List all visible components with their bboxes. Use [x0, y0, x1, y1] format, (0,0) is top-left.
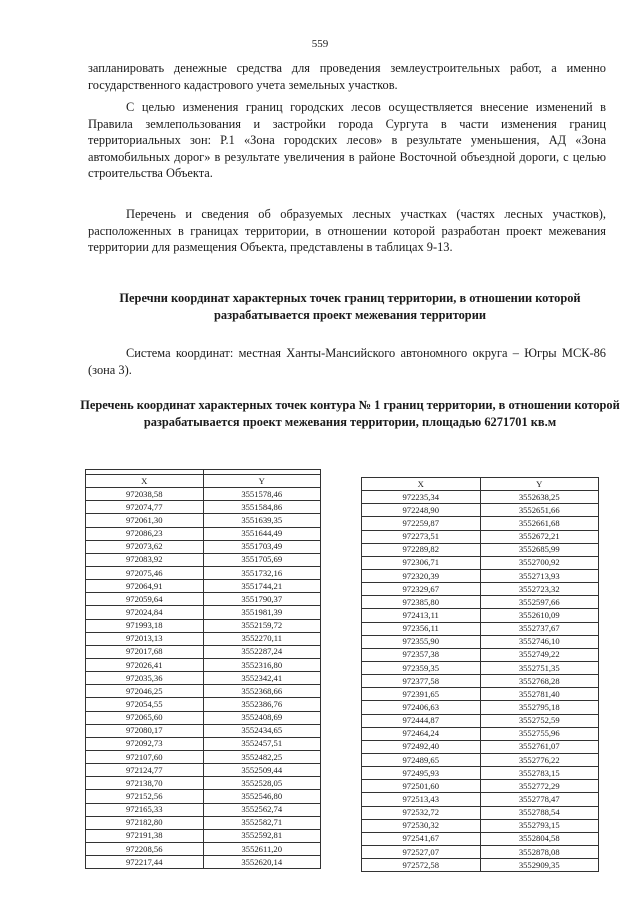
table-row: [362, 727, 599, 740]
cell-x: 972217,44: [86, 856, 204, 869]
cell-x: 972530,32: [362, 819, 481, 832]
cell-x: 972572,58: [362, 859, 481, 872]
cell-y: 3552723,32: [480, 583, 599, 596]
table-row: [86, 856, 321, 869]
cell-y: 3552620,14: [203, 856, 321, 869]
table-row: [86, 658, 321, 671]
table-row: [86, 829, 321, 842]
cell-x: 972259,87: [362, 517, 481, 530]
table-row: [86, 540, 321, 553]
cell-y: 3552737,67: [480, 622, 599, 635]
cell-x: 972165,33: [86, 803, 204, 816]
table-row: [362, 780, 599, 793]
cell-x: 972086,23: [86, 527, 204, 540]
table-row: [86, 711, 321, 724]
cell-y: 3552546,80: [203, 790, 321, 803]
cell-y: 3552752,59: [480, 714, 599, 727]
cell-x: 972273,51: [362, 530, 481, 543]
table-row: [86, 816, 321, 829]
table-row: [86, 764, 321, 777]
column-header-y: Y: [480, 478, 599, 491]
cell-y: 3552781,40: [480, 688, 599, 701]
cell-x: 972059,64: [86, 593, 204, 606]
table-row: [362, 767, 599, 780]
cell-y: 3551639,35: [203, 514, 321, 527]
table-row: [86, 750, 321, 763]
cell-x: 972208,56: [86, 842, 204, 855]
cell-y: 3552795,18: [480, 701, 599, 714]
cell-y: 3552772,29: [480, 780, 599, 793]
cell-x: 972320,39: [362, 569, 481, 582]
cell-y: 3552562,74: [203, 803, 321, 816]
table-row: [362, 793, 599, 806]
cell-y: 3552700,92: [480, 556, 599, 569]
table-row: [86, 580, 321, 593]
heading-coordinate-lists: Перечни координат характерных точек границ территории, в отношении которой разрабатывается проект межевания территории: [119, 291, 581, 322]
cell-y: 3551703,49: [203, 540, 321, 553]
column-header-x: X: [86, 475, 204, 488]
cell-y: 3552368,66: [203, 685, 321, 698]
cell-x: 972124,77: [86, 764, 204, 777]
cell-y: 3552509,44: [203, 764, 321, 777]
table-row: [86, 698, 321, 711]
cell-x: 972074,77: [86, 501, 204, 514]
table-row: [362, 701, 599, 714]
cell-y: 3552776,22: [480, 753, 599, 766]
cell-y: 3551744,21: [203, 580, 321, 593]
table-row: [86, 566, 321, 579]
cell-y: 3552270,11: [203, 632, 321, 645]
cell-y: 3552592,81: [203, 829, 321, 842]
cell-y: 3552611,20: [203, 842, 321, 855]
cell-y: 3552672,21: [480, 530, 599, 543]
cell-y: 3552434,65: [203, 724, 321, 737]
cell-x: 972501,60: [362, 780, 481, 793]
table-row: [86, 790, 321, 803]
table-row: [362, 688, 599, 701]
table-row: [362, 859, 599, 872]
table-row: [362, 806, 599, 819]
table-row: [362, 661, 599, 674]
cell-x: 972080,17: [86, 724, 204, 737]
cell-x: 972248,90: [362, 504, 481, 517]
cell-y: 3552909,35: [480, 859, 599, 872]
table-row: [86, 737, 321, 750]
cell-x: 972464,24: [362, 727, 481, 740]
cell-y: 3552316,80: [203, 658, 321, 671]
coordinate-system-note: Система координат: местная Ханты-Мансийского автономного округа – Югры МСК-86 (зона 3).: [88, 346, 606, 377]
cell-y: 3552661,68: [480, 517, 599, 530]
table-row: [86, 593, 321, 606]
table-row: [362, 819, 599, 832]
cell-x: 972152,56: [86, 790, 204, 803]
cell-x: 972054,55: [86, 698, 204, 711]
cell-x: 972513,43: [362, 793, 481, 806]
cell-y: 3551705,69: [203, 553, 321, 566]
cell-y: 3552582,71: [203, 816, 321, 829]
table-row: [362, 583, 599, 596]
cell-y: 3552751,35: [480, 661, 599, 674]
table-row: [362, 740, 599, 753]
table-row: [362, 569, 599, 582]
table-row: [362, 491, 599, 504]
cell-x: 972107,60: [86, 750, 204, 763]
table-row: [86, 803, 321, 816]
table-row: [86, 632, 321, 645]
cell-x: 972329,67: [362, 583, 481, 596]
cell-y: 3552685,99: [480, 543, 599, 556]
table-row: [86, 685, 321, 698]
cell-y: 3552778,47: [480, 793, 599, 806]
cell-x: 972306,71: [362, 556, 481, 569]
cell-y: 3552528,05: [203, 777, 321, 790]
cell-y: 3552768,28: [480, 675, 599, 688]
cell-x: 972289,82: [362, 543, 481, 556]
column-header-y: Y: [203, 475, 321, 488]
cell-y: 3551790,37: [203, 593, 321, 606]
cell-y: 3552749,22: [480, 648, 599, 661]
table-row: [86, 724, 321, 737]
cell-x: 972391,65: [362, 688, 481, 701]
cell-x: 972065,60: [86, 711, 204, 724]
cell-y: 3552878,08: [480, 845, 599, 858]
table-row: [362, 609, 599, 622]
table-row: [86, 619, 321, 632]
cell-y: 3552761,07: [480, 740, 599, 753]
cell-x: 972406,63: [362, 701, 481, 714]
cell-x: 972541,67: [362, 832, 481, 845]
table-row: [362, 714, 599, 727]
cell-y: 3551644,49: [203, 527, 321, 540]
paragraph-funding: запланировать денежные средства для проведения землеустроительных работ, а именно государственного кадастрового учета земельных участков.: [88, 61, 606, 92]
cell-y: 3551578,46: [203, 488, 321, 501]
table-row: [86, 514, 321, 527]
cell-y: 3551732,16: [203, 566, 321, 579]
cell-x: 972235,34: [362, 491, 481, 504]
table-row: [86, 645, 321, 658]
cell-x: 972035,36: [86, 672, 204, 685]
cell-x: 972495,93: [362, 767, 481, 780]
cell-y: 3552638,25: [480, 491, 599, 504]
cell-y: 3552457,51: [203, 737, 321, 750]
heading-contour-1: Перечень координат характерных точек контура № 1 границ территории, в отношении которой разрабатывается проект межевания территории, площадью 6271701 кв.м: [80, 398, 620, 429]
cell-y: 3552482,25: [203, 750, 321, 763]
coordinates-table-left: [85, 469, 321, 869]
cell-y: 3552651,66: [480, 504, 599, 517]
cell-y: 3552788,54: [480, 806, 599, 819]
cell-x: 972532,72: [362, 806, 481, 819]
table-row: [86, 672, 321, 685]
table-row: [362, 517, 599, 530]
cell-x: 972073,62: [86, 540, 204, 553]
table-row: [86, 777, 321, 790]
cell-y: 3552386,76: [203, 698, 321, 711]
column-header-x: X: [362, 478, 481, 491]
table-row: [362, 530, 599, 543]
cell-x: 972061,30: [86, 514, 204, 527]
cell-y: 3552755,96: [480, 727, 599, 740]
cell-x: 972138,70: [86, 777, 204, 790]
table-row: [86, 527, 321, 540]
cell-y: 3552610,09: [480, 609, 599, 622]
cell-y: 3552287,24: [203, 645, 321, 658]
cell-x: 972026,41: [86, 658, 204, 671]
cell-x: 972377,58: [362, 675, 481, 688]
table-row: [86, 606, 321, 619]
table-row: [86, 488, 321, 501]
cell-x: 972444,87: [362, 714, 481, 727]
table-row: [362, 675, 599, 688]
cell-y: 3552159,72: [203, 619, 321, 632]
cell-y: 3552713,93: [480, 569, 599, 582]
cell-y: 3552342,41: [203, 672, 321, 685]
page-number: 559: [311, 38, 329, 50]
cell-y: 3552783,15: [480, 767, 599, 780]
cell-y: 3551981,39: [203, 606, 321, 619]
coordinates-table-right: [361, 477, 599, 872]
cell-x: 972492,40: [362, 740, 481, 753]
table-row: [362, 622, 599, 635]
table-row: [362, 648, 599, 661]
cell-y: 3552793,15: [480, 819, 599, 832]
cell-y: 3551584,86: [203, 501, 321, 514]
cell-x: 972357,38: [362, 648, 481, 661]
cell-x: 972038,58: [86, 488, 204, 501]
cell-x: 972075,46: [86, 566, 204, 579]
cell-x: 972024,84: [86, 606, 204, 619]
cell-x: 972413,11: [362, 609, 481, 622]
cell-y: 3552746,10: [480, 635, 599, 648]
table-row: [362, 832, 599, 845]
cell-y: 3552408,69: [203, 711, 321, 724]
cell-y: 3552804,58: [480, 832, 599, 845]
table-row: [362, 543, 599, 556]
paragraph-forest-plots: Перечень и сведения об образуемых лесных участках (частях лесных участков), расположенных в границах территории, в отношении которой разработан проект межевания территории для размещения Объекта, представлены в таблицах 9-13.: [88, 207, 606, 254]
cell-x: 972385,80: [362, 596, 481, 609]
table-row: [86, 842, 321, 855]
table-row: [362, 845, 599, 858]
cell-x: 972083,92: [86, 553, 204, 566]
cell-x: 972013,13: [86, 632, 204, 645]
table-row: [86, 501, 321, 514]
table-row: [86, 553, 321, 566]
table-row: [362, 635, 599, 648]
cell-x: 972092,73: [86, 737, 204, 750]
table-row: [362, 753, 599, 766]
cell-x: 972182,80: [86, 816, 204, 829]
paragraph-zone-changes: С целью изменения границ городских лесов осуществляется внесение изменений в Правила землепользования и застройки города Сургута в части изменения границ территориальных зон: Р.1 «Зона городских лесов» в результате уменьшения, АД «Зона автомобильных дорог» в результате увеличения в районе Восточной объездной дороги, с целью строительства Объекта.: [88, 100, 606, 180]
cell-x: 972355,90: [362, 635, 481, 648]
cell-x: 972489,65: [362, 753, 481, 766]
cell-x: 972356,11: [362, 622, 481, 635]
cell-x: 972191,38: [86, 829, 204, 842]
cell-x: 971993,18: [86, 619, 204, 632]
cell-x: 972046,25: [86, 685, 204, 698]
cell-x: 972064,91: [86, 580, 204, 593]
table-row: [362, 504, 599, 517]
cell-x: 972359,35: [362, 661, 481, 674]
table-row: [362, 596, 599, 609]
table-row: [362, 556, 599, 569]
cell-x: 972527,07: [362, 845, 481, 858]
cell-x: 972017,68: [86, 645, 204, 658]
cell-y: 3552597,66: [480, 596, 599, 609]
